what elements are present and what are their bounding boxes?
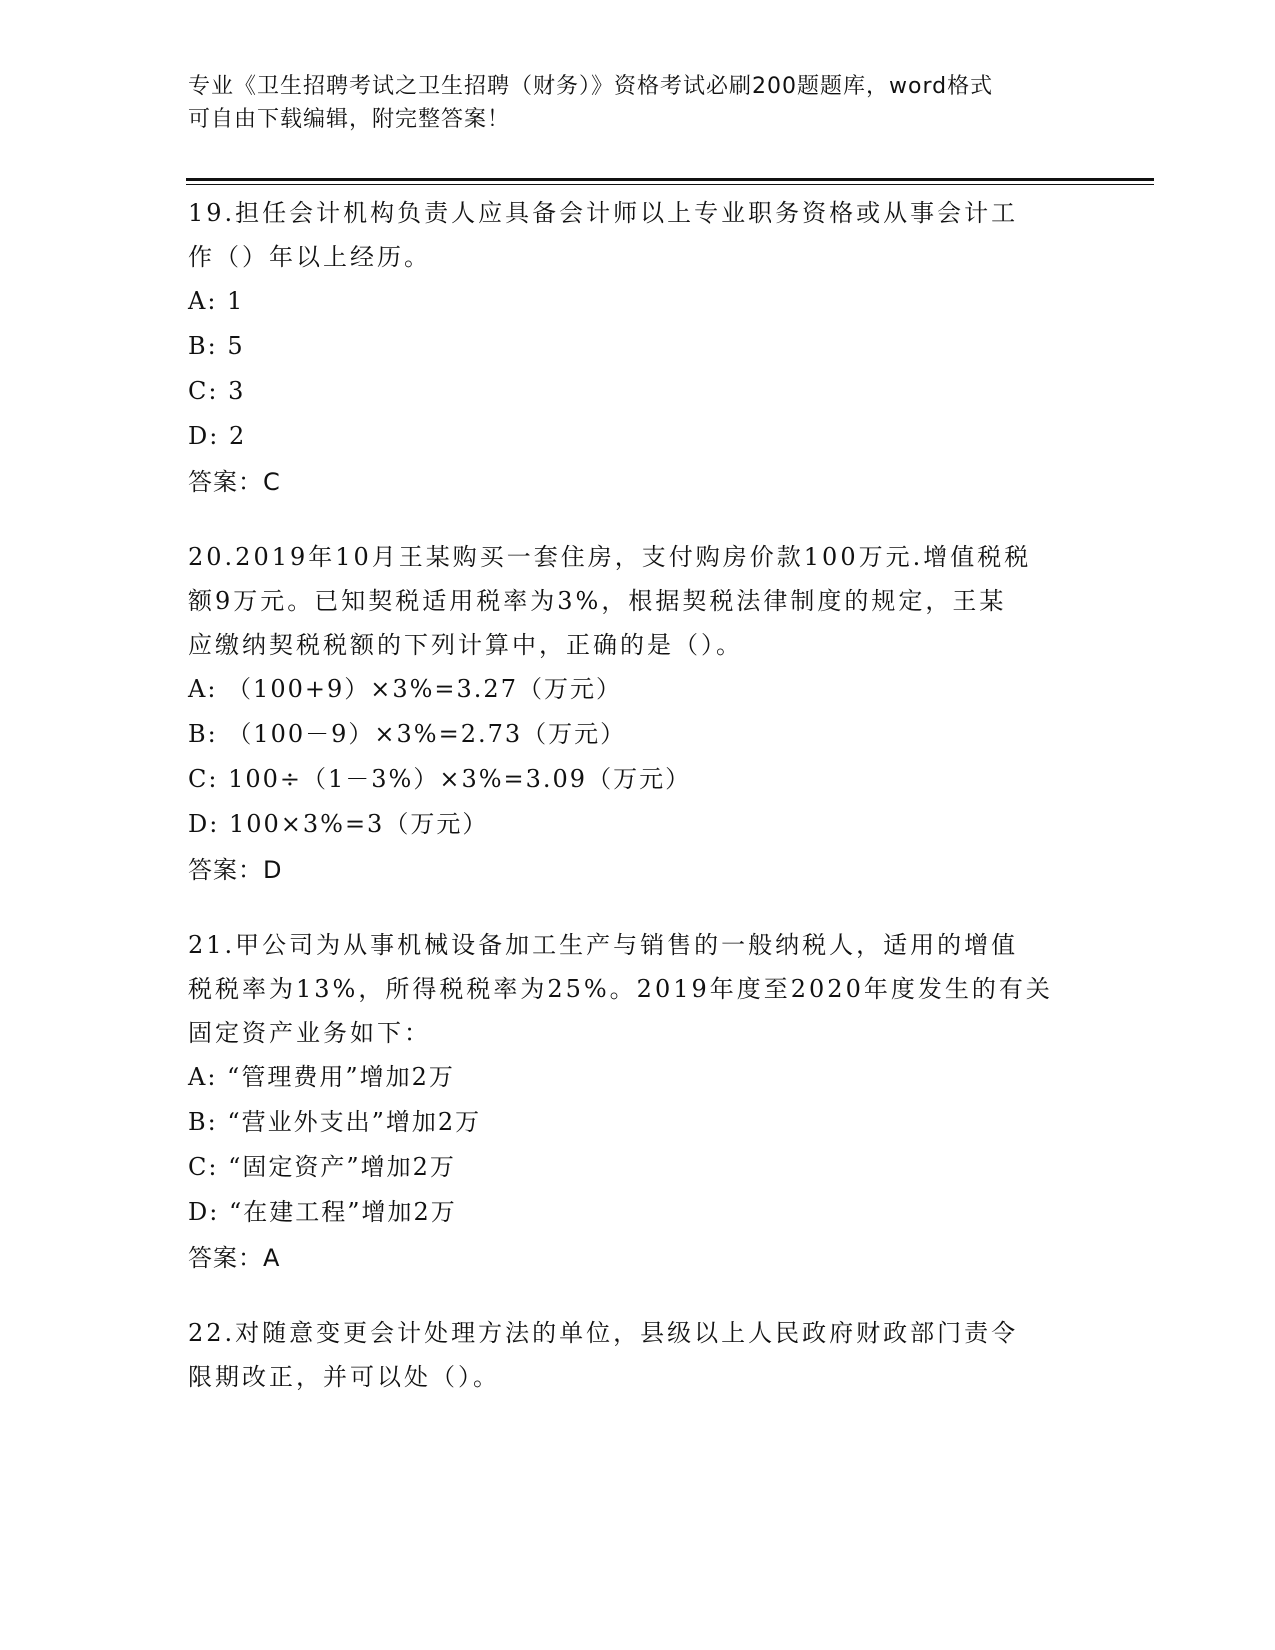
question-text-line: 19.担任会计机构负责人应具备会计师以上专业职务资格或从事会计工 bbox=[188, 199, 1019, 227]
option-a: A: （100+9）×3%=3.27（万元） bbox=[188, 675, 622, 703]
option-d: D: “在建工程”增加2万 bbox=[188, 1198, 457, 1226]
header-line-2: 可自由下载编辑，附完整答案！ bbox=[188, 107, 511, 132]
option-c: C: 100÷（1－3%）×3%=3.09（万元） bbox=[188, 765, 692, 793]
option-a: A: “管理费用”增加2万 bbox=[188, 1063, 455, 1091]
answer: 答案：C bbox=[188, 468, 281, 496]
question-text-line: 应缴纳契税税额的下列计算中，正确的是（）。 bbox=[188, 631, 743, 659]
header-divider-thin bbox=[186, 184, 1154, 185]
option-d: D: 100×3%=3（万元） bbox=[188, 810, 489, 838]
header-divider-thick bbox=[186, 178, 1154, 181]
option-c: C: 3 bbox=[188, 377, 246, 405]
question-19 bbox=[188, 191, 1088, 505]
question-text-line: 税税率为13%，所得税税率为25%。2019年度至2020年度发生的有关 bbox=[188, 975, 1053, 1003]
answer: 答案：D bbox=[188, 856, 283, 884]
question-text-line: 固定资产业务如下： bbox=[188, 1019, 431, 1047]
question-text-line: 20.2019年10月王某购买一套住房，支付购房价款100万元.增值税税 bbox=[188, 543, 1032, 571]
question-text-line: 作（）年以上经历。 bbox=[188, 243, 431, 271]
option-b: B: 5 bbox=[188, 332, 245, 360]
question-text-line: 22.对随意变更会计处理方法的单位，县级以上人民政府财政部门责令 bbox=[188, 1319, 1019, 1347]
question-text-line: 额9万元。已知契税适用税率为3%，根据契税法律制度的规定，王某 bbox=[188, 587, 1007, 615]
question-text-line: 限期改正，并可以处（）。 bbox=[188, 1363, 500, 1391]
option-b: B: （100－9）×3%=2.73（万元） bbox=[188, 720, 627, 748]
question-text-line: 21.甲公司为从事机械设备加工生产与销售的一般纳税人，适用的增值 bbox=[188, 931, 1019, 959]
question-21 bbox=[188, 923, 1088, 1281]
answer: 答案：A bbox=[188, 1244, 281, 1272]
question-22 bbox=[188, 1311, 1088, 1399]
option-d: D: 2 bbox=[188, 422, 247, 450]
document-header bbox=[188, 70, 1068, 136]
option-b: B: “营业外支出”增加2万 bbox=[188, 1108, 482, 1136]
header-line-1: 专业《卫生招聘考试之卫生招聘（财务）》资格考试必刷200题题库，word格式 bbox=[188, 74, 994, 99]
question-20 bbox=[188, 535, 1088, 893]
question-list bbox=[188, 191, 1088, 1429]
option-c: C: “固定资产”增加2万 bbox=[188, 1153, 456, 1181]
option-a: A: 1 bbox=[188, 287, 245, 315]
